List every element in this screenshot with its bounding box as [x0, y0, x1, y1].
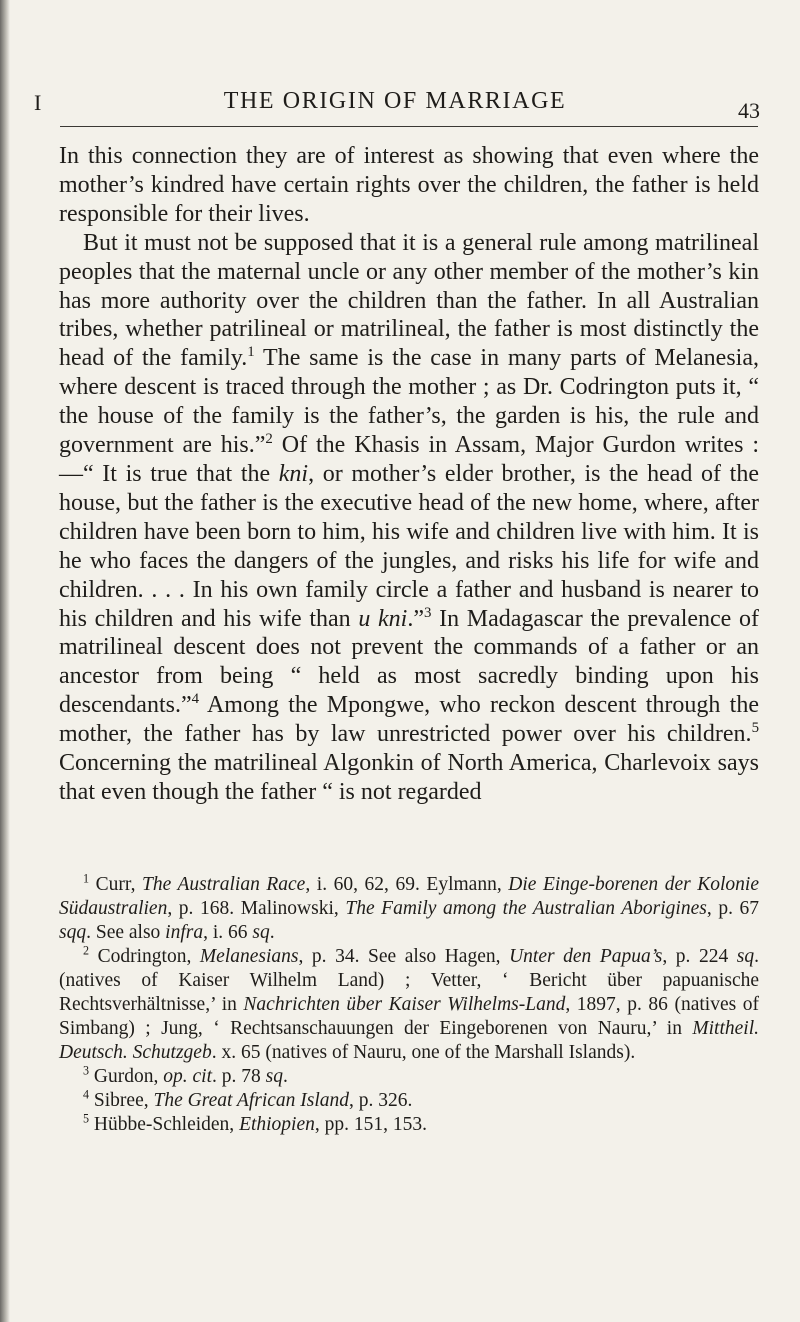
- footnote-1: $^1$ Curr, The Australian Race, i. 60, 62, 69. Eylmann, Die Einge-borenen der Kolonie Südaustralien, p. 168. Malinowski, The Family among the Australian Aborigines, p. 67 sqq. See also infra, i. 66 sq.: [59, 871, 760, 943]
- term-kni: kni: [278, 460, 309, 487]
- chapter-number: I: [34, 90, 42, 115]
- footnote-2: $^2$ Codrington, Melanesians, p. 34. See also Hagen, Unter den Papua’s, p. 224 sq. (natives of Kaiser Wilhelm Land) ; Vetter, ‘ Bericht über papuanische Rechtsverhältnisse,’ in Nachrichten über Kaiser Wilhelms-Land, 1897, p. 86 (natives of Simbang) ; Jung, ‘ Rechtsanschauungen der Eingeborenen von Nauru,’ in Mittheil. Deutsch. Schutzgeb. x. 65 (natives of Nauru, one of the Marshall Islands).: [59, 943, 759, 1063]
- footnote-ref-4: 4: [191, 691, 200, 708]
- footnote-ref-2: 2: [265, 431, 273, 448]
- paragraph-1: In this connection they are of interest as showing that even where the mother’s kindred have certain rights over the children, the father is held responsible for their lives.: [59, 143, 759, 227]
- main-text: [59, 142, 759, 807]
- footnote-ref-3: 3: [424, 604, 432, 621]
- page-spine-shadow: [0, 0, 10, 1322]
- footnote-4: $^4$ Sibree, The Great African Island, p. 326.: [83, 1087, 413, 1111]
- header-rule: [60, 126, 758, 127]
- footnote-ref-5: 5: [751, 720, 759, 737]
- running-header: [30, 84, 760, 124]
- term-u-kni: u kni: [358, 605, 408, 632]
- paragraph-2: But it must not be supposed that it is a general rule among matrilineal peoples that the maternal uncle or any other member of the mother’s kin has more authority over the children than the father. In all Australian tribes, whether patrilineal or matrilineal, the father is most distinctly the head of the family.$^1$ The same is the case in many parts of Melanesia, where descent is traced through the mother ; as Dr. Codrington puts it, “ the house of the family is the father’s, the garden is his, the rule and government are his.”$^2$ Of the Khasis in Assam, Major Gurdon writes :—“ It is true that the kni, or mother’s elder brother, is the head of the house, but the father is the executive head of the new home, where, after children have been born to him, his wife and children live with him. It is he who faces the dangers of the jungles, and risks his life for wife and children. . . . In his own family circle a father and husband is nearer to his children and his wife than u kni.”$^3$ In Madagascar the prevalence of matrilineal descent does not prevent the commands of a father or an ancestor from being “ held as most sacredly binding upon his descendants.”$^4$ Among the Mpongwe, who reckon descent through the mother, the father has by law unrestricted power over his children.$^5$ Concerning the matrilineal Algonkin of North America, Charlevoix says that even though the father “ is not regarded: [59, 229, 760, 805]
- footnote-ref-1: 1: [247, 344, 255, 361]
- footnote-3: $^3$ Gurdon, op. cit. p. 78 sq.: [83, 1063, 288, 1087]
- footnotes: [59, 873, 759, 1137]
- running-title: THE ORIGIN OF MARRIAGE: [223, 88, 567, 114]
- footnote-5: $^5$ Hübbe-Schleiden, Ethiopien, pp. 151, 153.: [83, 1111, 428, 1135]
- page-number: 43: [738, 98, 760, 123]
